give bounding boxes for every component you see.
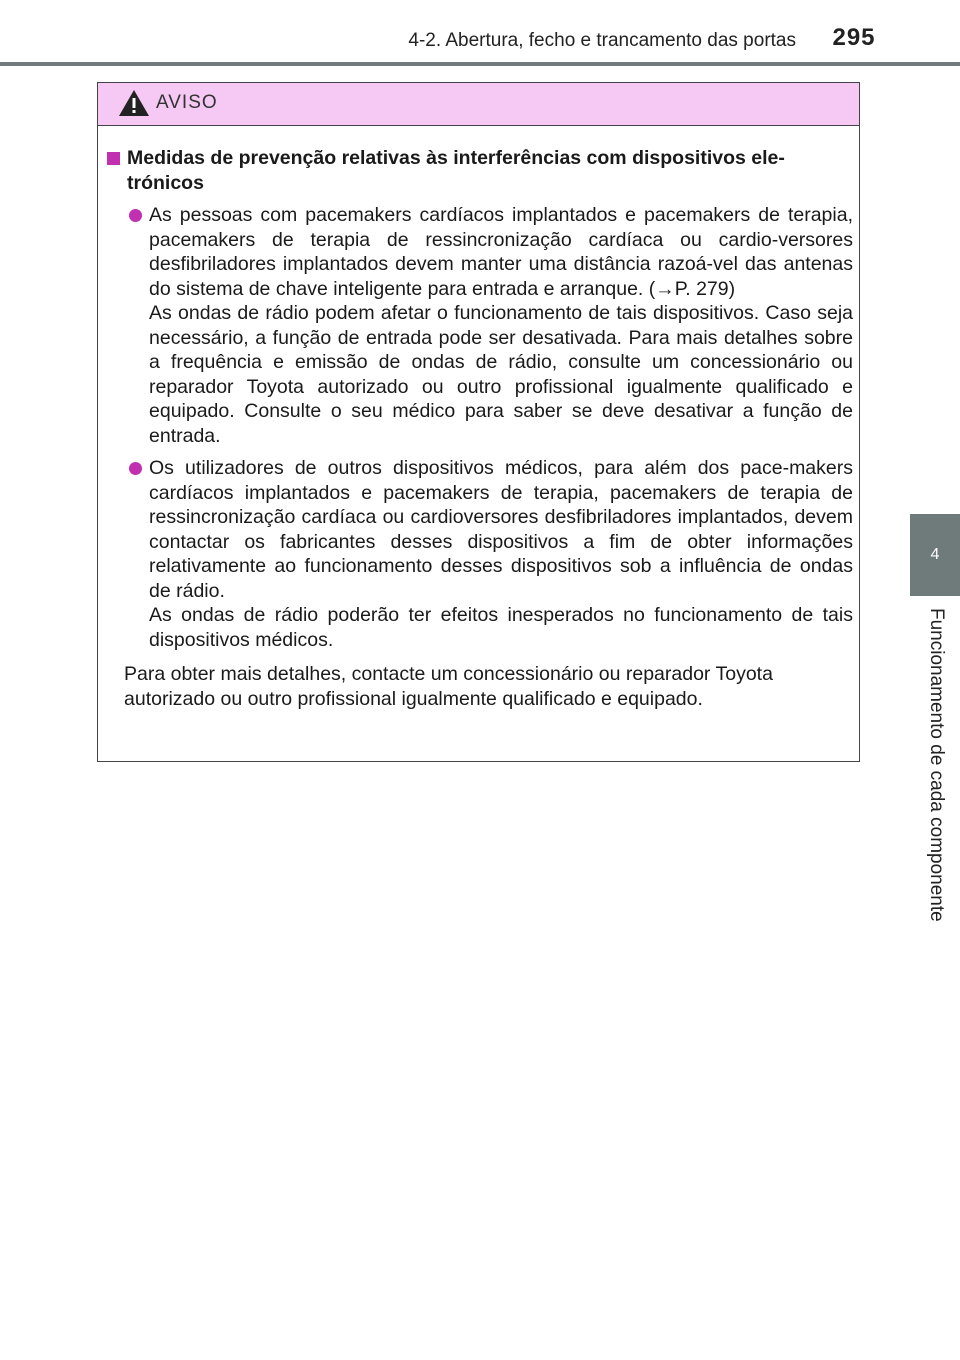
warning-triangle-icon	[118, 89, 150, 117]
round-bullet-icon	[129, 209, 142, 222]
list-item	[129, 203, 853, 448]
warning-heading	[107, 146, 853, 195]
warning-header	[98, 83, 859, 126]
chapter-number: 4	[930, 546, 940, 563]
square-bullet-icon	[107, 152, 120, 165]
item-paragraph: Os utilizadores de outros dispositivos médicos, para além dos pace-makers cardíacos implantados e pacemakers de terapia, pacemakers de terapia de ressincronização cardíaca ou cardioversores desfibriladores implantados, devem contactar os fabricantes desses dispositivos a fim de obter informações relativamente ao funcionamento desses dispositivos sob a influência de ondas de rádio.	[149, 457, 853, 602]
warning-title: AVISO	[156, 92, 218, 113]
item-paragraph: As pessoas com pacemakers cardíacos implantados e pacemakers de terapia, pacemakers de terapia de ressincronização cardíaca ou cardio-versores desfibriladores implantados devem manter uma distância razoá-vel das antenas do sistema de chave inteligente para entrada e arranque. (→P. 279)	[149, 204, 853, 300]
chapter-title: Funcionamento de cada componente	[926, 608, 947, 922]
section-title: 4-2. Abertura, fecho e trancamento das portas	[408, 30, 796, 51]
warning-heading-text: Medidas de prevenção relativas às interferências com dispositivos ele-trónicos	[127, 147, 785, 194]
warning-box	[97, 82, 860, 762]
item-paragraph: As ondas de rádio poderão ter efeitos inesperados no funcionamento de tais dispositivos médicos.	[149, 604, 853, 651]
list-item	[129, 456, 853, 652]
page-number: 295	[832, 24, 876, 51]
round-bullet-icon	[129, 462, 142, 475]
chapter-tab	[910, 514, 960, 596]
warning-body	[98, 126, 859, 711]
closing-note: Para obter mais detalhes, contacte um concessionário ou reparador Toyota autorizado ou outro profissional igualmente qualificado e equipado.	[124, 663, 773, 710]
item-paragraph: As ondas de rádio podem afetar o funcionamento de tais dispositivos. Caso seja necessário, a função de entrada pode ser desativada. Para mais detalhes sobre a frequência e emissão de ondas de rádio, consulte um concessionário ou reparador Toyota autorizado ou outro profissional igualmente qualificado e equipado. Consulte o seu médico para saber se deve desativar a função de entrada.	[149, 302, 853, 447]
header-divider	[0, 62, 960, 66]
